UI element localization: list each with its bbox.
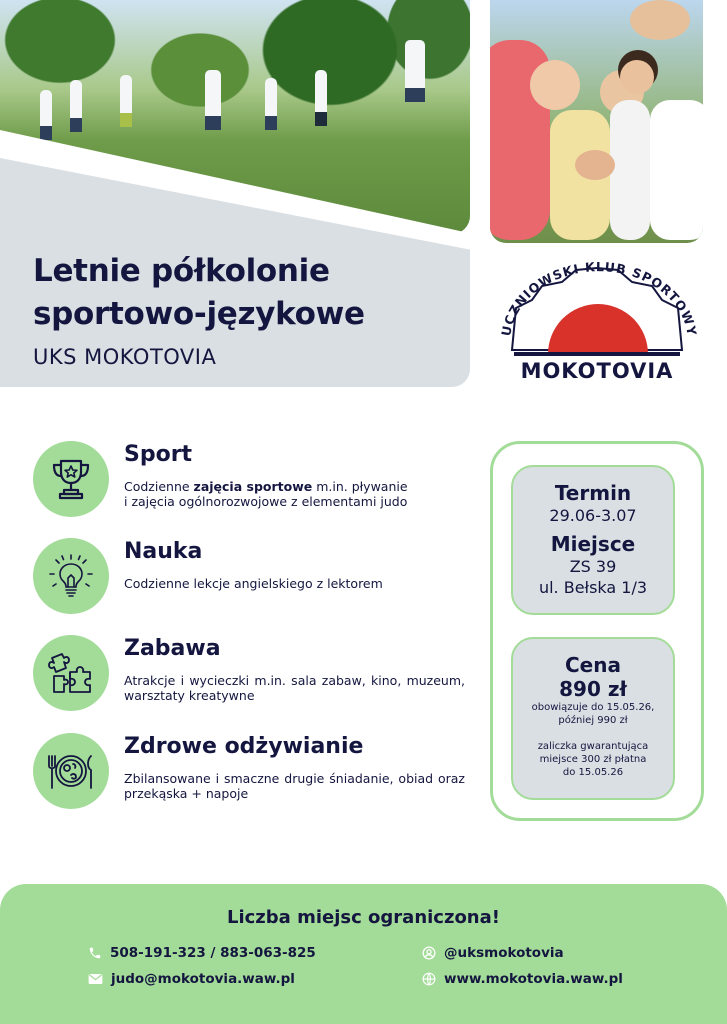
logo-sun bbox=[548, 304, 648, 354]
footer-headline: Liczba miejsc ograniczona! bbox=[227, 907, 500, 928]
page-title bbox=[33, 250, 453, 336]
feature-title: Zabawa bbox=[124, 636, 221, 661]
feature-zdrowe-odzywianie bbox=[33, 733, 473, 813]
feature-description: Codzienne zajęcia sportowe m.in. pływanie i zajęcia ogólnorozwojowe z elementami judo bbox=[124, 479, 408, 509]
kids-team-huddle-photo bbox=[490, 0, 703, 243]
price-value: 890 zł bbox=[559, 677, 627, 701]
place-line-2: ul. Bełska 1/3 bbox=[538, 578, 648, 597]
lightbulb-icon bbox=[33, 538, 109, 614]
globe-icon bbox=[422, 972, 436, 986]
phone-icon bbox=[88, 946, 102, 960]
term-label: Termin bbox=[554, 481, 632, 505]
price-note-1: obowiązuje do 15.05.26, bbox=[531, 702, 655, 713]
price-label: Cena bbox=[565, 653, 621, 677]
deposit-line-2: miejsce 300 zł płatna bbox=[539, 754, 647, 765]
title-line-1: Letnie półkolonie bbox=[33, 253, 330, 289]
phone-contact[interactable] bbox=[88, 945, 316, 961]
envelope-icon bbox=[88, 973, 103, 985]
logo-arc-text: UCZNIOWSKI KLUB SPORTOWY bbox=[498, 259, 700, 338]
place-label: Miejsce bbox=[550, 532, 636, 556]
term-place-box bbox=[511, 465, 675, 615]
trophy-icon bbox=[33, 441, 109, 517]
term-value: 29.06-3.07 bbox=[549, 506, 637, 525]
social-handle: @uksmokotovia bbox=[444, 945, 564, 961]
plate-cutlery-icon bbox=[33, 733, 109, 809]
club-logo bbox=[492, 250, 702, 390]
feature-title: Sport bbox=[124, 442, 193, 467]
website-contact[interactable] bbox=[422, 971, 623, 987]
feature-description: Codzienne lekcje angielskiego z lektorem bbox=[124, 576, 383, 591]
price-note-2: później 990 zł bbox=[558, 715, 628, 726]
feature-zabawa bbox=[33, 635, 473, 715]
phone-number: 508-191-323 / 883-063-825 bbox=[110, 945, 316, 961]
email-address: judo@mokotovia.waw.pl bbox=[111, 971, 295, 987]
puzzle-icon bbox=[33, 635, 109, 711]
website-url: www.mokotovia.waw.pl bbox=[444, 971, 623, 987]
title-line-2: sportowo-językowe bbox=[33, 296, 365, 332]
email-contact[interactable] bbox=[88, 971, 295, 987]
deposit-line-3: do 15.05.26 bbox=[562, 767, 624, 778]
page-subtitle: UKS MOKOTOVIA bbox=[33, 345, 217, 369]
deposit-line-1: zaliczka gwarantująca bbox=[537, 741, 649, 752]
place-line-1: ZS 39 bbox=[569, 557, 617, 576]
user-circle-icon bbox=[422, 946, 436, 960]
feature-description: Zbilansowane i smaczne drugie śniadanie, obiad oraz przekąska + napoje bbox=[124, 771, 465, 801]
social-contact[interactable] bbox=[422, 945, 564, 961]
price-box bbox=[511, 637, 675, 800]
logo-name: MOKOTOVIA bbox=[520, 359, 674, 383]
feature-title: Zdrowe odżywianie bbox=[124, 734, 364, 759]
feature-description: Atrakcje i wycieczki m.in. sala zabaw, kino, muzeum, warsztaty kreatywne bbox=[124, 673, 465, 703]
feature-sport bbox=[33, 441, 473, 521]
feature-title: Nauka bbox=[124, 539, 203, 564]
feature-nauka bbox=[33, 538, 473, 618]
